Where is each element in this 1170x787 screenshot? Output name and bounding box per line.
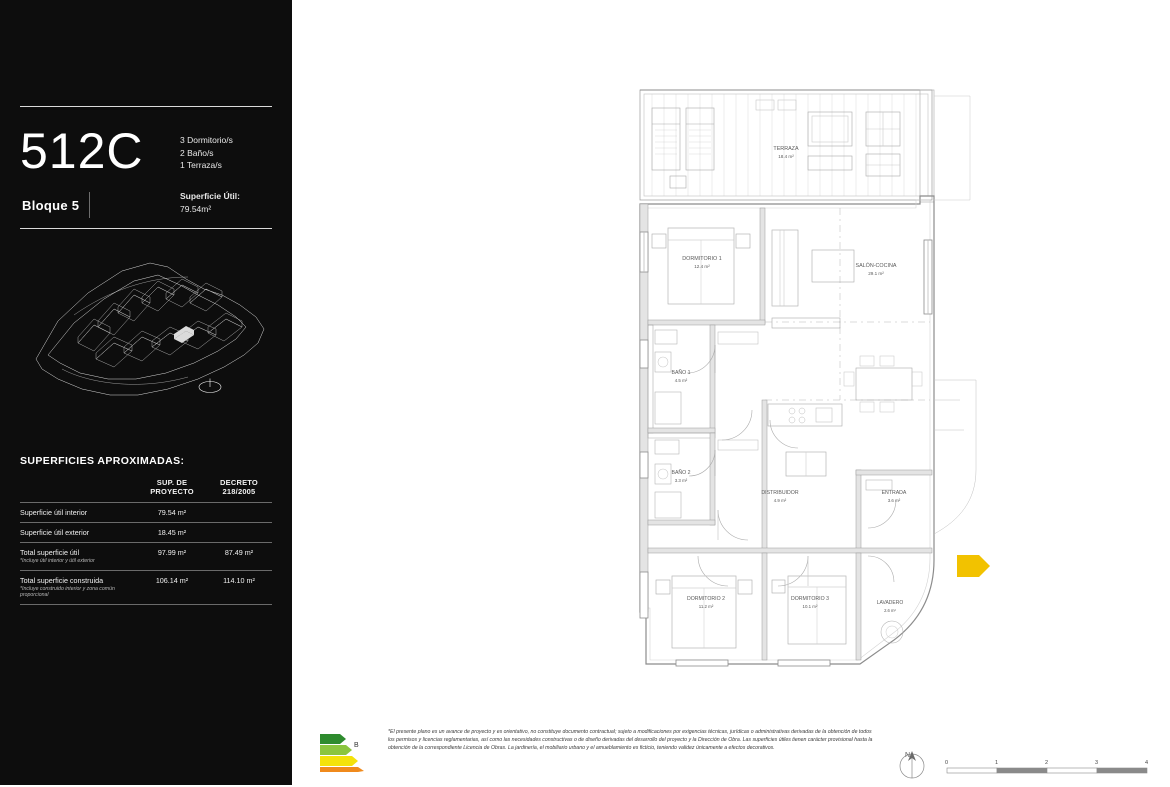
room-area-dormitorio-2: 11.2 m² [699, 604, 714, 609]
surfaces-header-decreto [206, 478, 272, 503]
surfaces-header-blank [20, 478, 138, 503]
block-separator [89, 192, 90, 218]
room-label-terraza: TERRAZA [773, 146, 799, 152]
row-decreto [206, 523, 272, 543]
row-label [20, 543, 138, 571]
scale-tick-3: 3 [1095, 760, 1098, 766]
room-label-distribuidor: DISTRIBUIDOR [761, 490, 798, 496]
row-proyecto: 97.99 m² [138, 543, 206, 571]
energy-rating-icon [320, 732, 378, 772]
row-note: *Incluye útil interior y útil exterior [20, 558, 138, 565]
scale-tick-0: 0 [945, 760, 948, 766]
room-label-bano-2: BAÑO 2 [671, 469, 690, 476]
room-label-bano-1: BAÑO 1 [671, 369, 690, 376]
title-bottom-divider [20, 228, 272, 229]
panel-divider [292, 0, 300, 785]
spec-bathrooms: 2 Baño/s [180, 147, 233, 160]
row-label [20, 570, 138, 604]
energy-rating-letter: B [354, 742, 359, 749]
room-label-entrada: ENTRADA [882, 490, 907, 496]
site-north-icon [196, 378, 224, 394]
row-proyecto: 106.14 m² [138, 570, 206, 604]
surface-util-block [180, 190, 240, 215]
room-label-salon-cocina: SALÓN-COCINA [855, 262, 896, 269]
row-label [20, 523, 138, 543]
surface-util-value: 79.54m² [180, 203, 240, 216]
row-label-text: Superficie útil exterior [20, 528, 89, 537]
room-label-dormitorio-3: DORMITORIO 3 [791, 596, 829, 602]
disclaimer-text: *El presente plano es un avance de proyecto y es orientativo, no constituye documento contractual; sujeto a modificaciones por exigencias técnicas, jurídicas o administrativas derivadas de la obtención de todos los permisos y licencias reglamentarias, así como las necesidades constructivas o de diseño derivadas del desarrollo del proyecto y la Dirección de Obra. Las superficies útiles tienen carácter provisional hasta la obtención de la correspondiente Licencia de Obras. La jardinería, el mobiliario urbano y el amueblamiento es ficticio, teniendo validez únicamente a efectos decorativos. [388, 728, 878, 753]
unit-specs [180, 134, 233, 172]
entrance-accent-arrow [957, 555, 990, 577]
row-decreto: 87.49 m² [206, 543, 272, 571]
scale-tick-2: 2 [1045, 760, 1048, 766]
row-decreto: 114.10 m² [206, 570, 272, 604]
row-note: *Incluye construido interior y zona común proporcional [20, 586, 138, 599]
title-top-divider [20, 106, 272, 107]
surfaces-header-decreto-l1: DECRETO [206, 478, 272, 487]
table-row [20, 503, 272, 523]
floor-plan-area [300, 0, 1170, 785]
table-row [20, 543, 272, 571]
block-label: Bloque 5 [22, 198, 79, 213]
room-area-dormitorio-1: 12.4 m² [694, 264, 710, 269]
room-area-lavadero: 2.6 m² [884, 608, 896, 613]
surfaces-title: SUPERFICIES APROXIMADAS: [20, 455, 184, 467]
surfaces-header-proyecto [138, 478, 206, 503]
surfaces-table [20, 478, 272, 605]
scale-tick-1: 1 [995, 760, 998, 766]
scale-tick-4: 4 [1145, 760, 1148, 766]
table-row [20, 523, 272, 543]
room-area-distribuidor: 4.9 m² [774, 498, 787, 503]
surface-util-label: Superficie Útil: [180, 190, 240, 203]
surfaces-header-decreto-l2: 218/2005 [206, 487, 272, 496]
info-panel [0, 0, 292, 785]
surfaces-header-proyecto-l2: PROYECTO [138, 487, 206, 496]
unit-code: 512C [20, 122, 144, 180]
room-label-lavadero: LAVADERO [877, 600, 904, 606]
row-label-text: Superficie útil interior [20, 508, 87, 517]
block-row [22, 192, 90, 218]
site-plan-illustration [18, 243, 276, 423]
room-area-bano-1: 4.5 m² [675, 378, 688, 383]
room-area-salon-cocina: 29.1 m² [868, 271, 884, 276]
room-label-dormitorio-1: DORMITORIO 1 [682, 256, 721, 262]
scale-bar [945, 760, 1150, 782]
room-area-entrada: 3.6 m² [888, 498, 901, 503]
footer [300, 718, 1170, 785]
row-label-text: Total superficie útil [20, 548, 79, 557]
row-proyecto: 79.54 m² [138, 503, 206, 523]
room-area-dormitorio-3: 10.1 m² [803, 604, 818, 609]
spec-terraces: 1 Terraza/s [180, 159, 233, 172]
room-area-terraza: 18.4 m² [778, 154, 794, 159]
table-row [20, 570, 272, 604]
row-label-text: Total superficie construida [20, 576, 103, 585]
surfaces-header-proyecto-l1: SUP. DE [138, 478, 206, 487]
north-compass-icon [892, 748, 932, 782]
floor-plan-drawing [300, 0, 1170, 718]
north-label: N [905, 752, 910, 759]
row-decreto [206, 503, 272, 523]
row-label [20, 503, 138, 523]
room-label-dormitorio-2: DORMITORIO 2 [687, 596, 725, 602]
row-proyecto: 18.45 m² [138, 523, 206, 543]
spec-bedrooms: 3 Dormitorio/s [180, 134, 233, 147]
room-area-bano-2: 3.3 m² [675, 478, 688, 483]
